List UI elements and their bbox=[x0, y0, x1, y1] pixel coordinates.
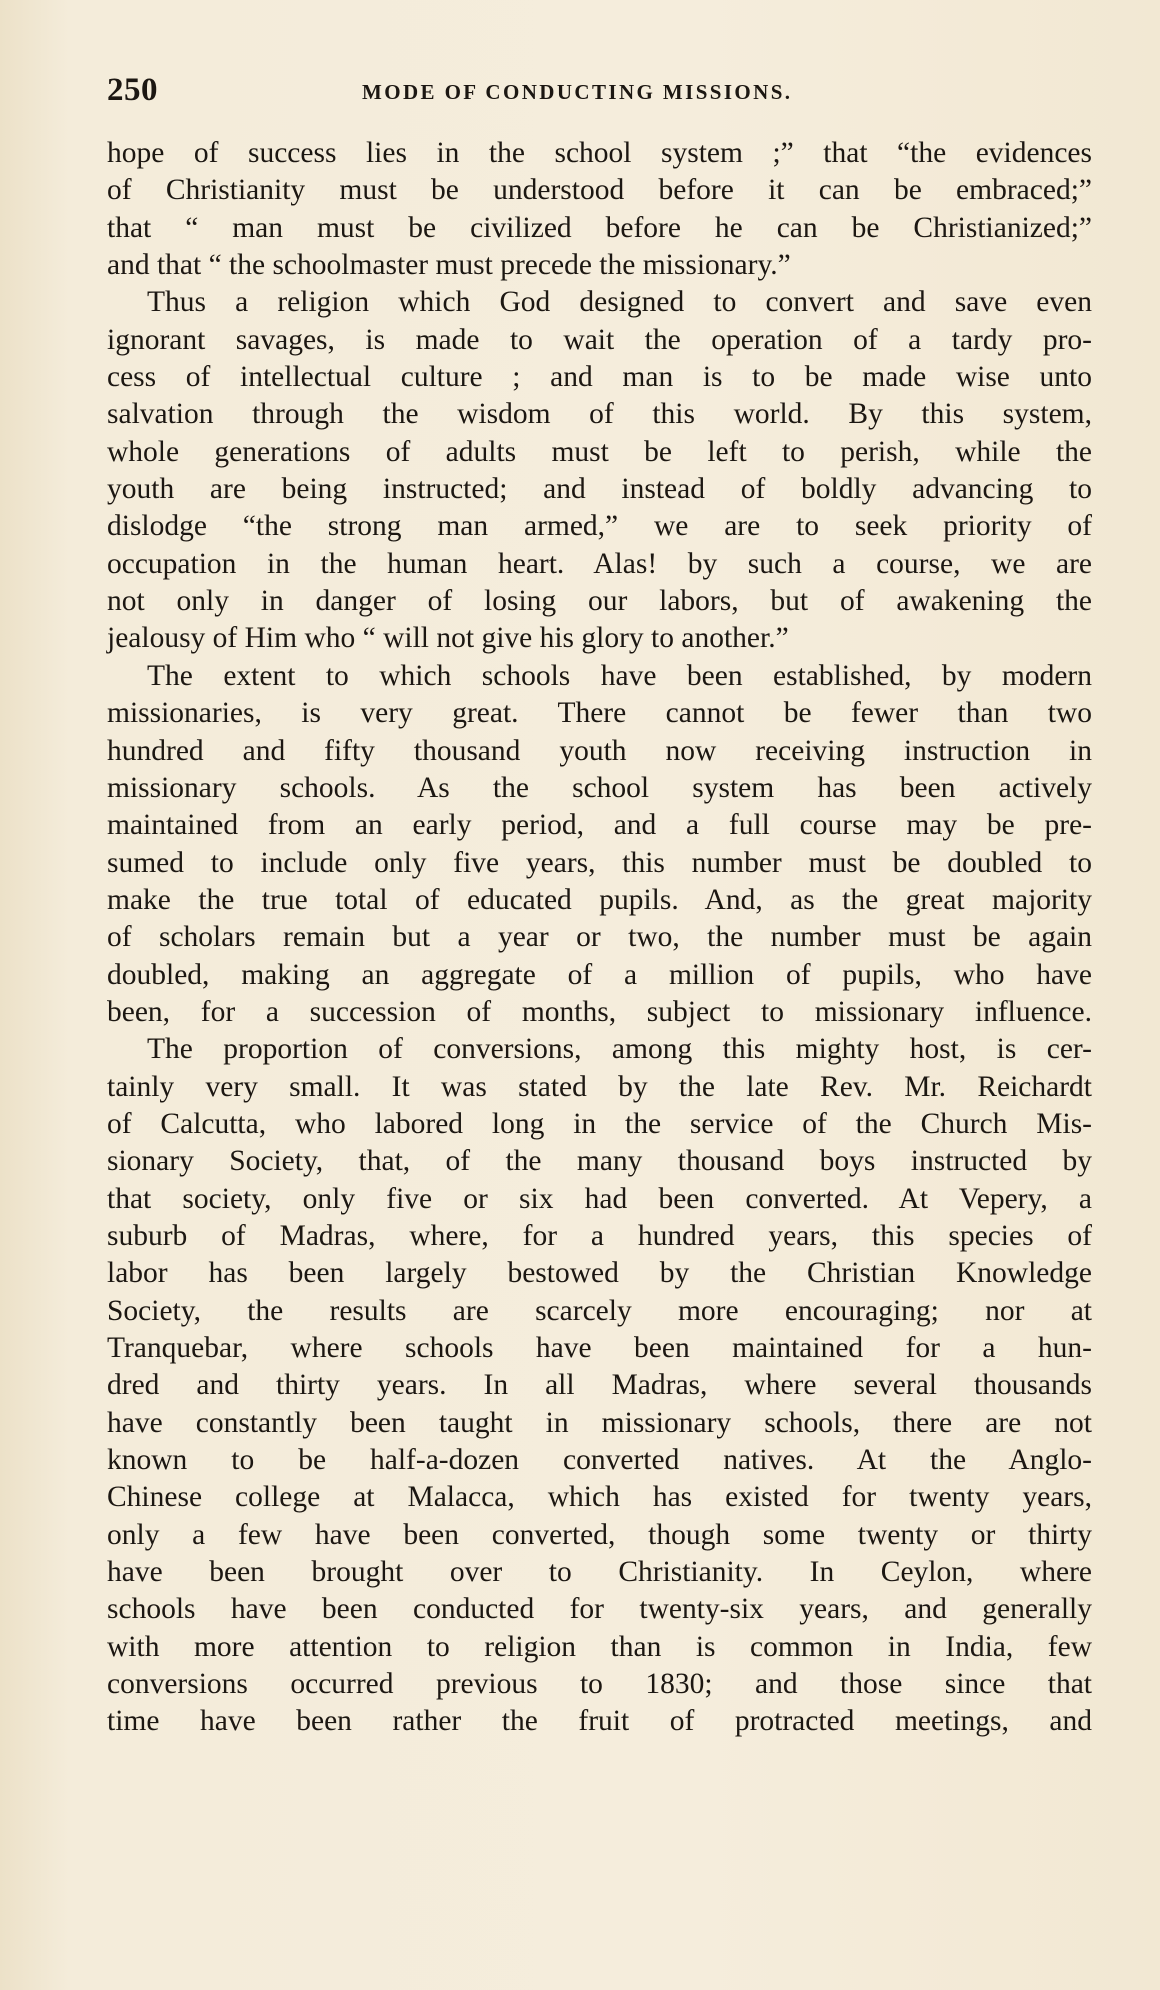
text-line: time have been rather the fruit of protracted meetings, and bbox=[107, 1705, 1092, 1738]
text-line: dislodge “the strong man armed,” we are to seek priority of bbox=[107, 510, 1092, 543]
text-line: Society, the results are scarcely more encouraging; nor at bbox=[107, 1294, 1092, 1327]
text-line: known to be half-a-dozen converted natives. At the Anglo- bbox=[107, 1444, 1092, 1477]
text-line: occupation in the human heart. Alas! by such a course, we are bbox=[107, 547, 1092, 580]
text-line: missionaries, is very great. There cannot be fewer than two bbox=[107, 697, 1092, 730]
text-line: been, for a succession of months, subject to missionary influence. bbox=[107, 995, 1092, 1028]
paragraph-start-line: The extent to which schools have been established, by modern bbox=[147, 659, 1092, 692]
text-line: conversions occurred previous to 1830; and those since that bbox=[107, 1668, 1092, 1701]
text-line: of scholars remain but a year or two, the number must be again bbox=[107, 921, 1092, 954]
text-line: of Christianity must be understood before it can be embraced;” bbox=[107, 174, 1092, 207]
text-line: suburb of Madras, where, for a hundred years, this species of bbox=[107, 1219, 1092, 1252]
text-line: and that “ the schoolmaster must precede the missionary.” bbox=[107, 249, 791, 282]
text-line: salvation through the wisdom of this world. By this system, bbox=[107, 398, 1092, 431]
text-line: with more attention to religion than is common in India, few bbox=[107, 1630, 1092, 1663]
text-line: labor has been largely bestowed by the Christian Knowledge bbox=[107, 1257, 1092, 1290]
text-line: Chinese college at Malacca, which has existed for twenty years, bbox=[107, 1481, 1092, 1514]
text-line: jealousy of Him who “ will not give his glory to another.” bbox=[107, 622, 789, 655]
text-line: whole generations of adults must be left to perish, while the bbox=[107, 435, 1092, 468]
text-line: hundred and fifty thousand youth now receiving instruction in bbox=[107, 734, 1092, 767]
text-line: only a few have been converted, though some twenty or thirty bbox=[107, 1518, 1092, 1551]
running-head: MODE OF CONDUCTING MISSIONS. bbox=[362, 80, 793, 104]
text-line: sionary Society, that, of the many thousand boys instructed by bbox=[107, 1145, 1092, 1178]
text-line: Tranquebar, where schools have been maintained for a hun- bbox=[107, 1332, 1092, 1364]
text-line: youth are being instructed; and instead of boldly advancing to bbox=[107, 473, 1092, 506]
text-line: cess of intellectual culture ; and man is to be made wise unto bbox=[107, 361, 1092, 394]
page-header bbox=[107, 72, 1097, 112]
text-line: dred and thirty years. In all Madras, where several thousands bbox=[107, 1369, 1092, 1402]
text-line: schools have been conducted for twenty-six years, and generally bbox=[107, 1593, 1092, 1626]
text-line: doubled, making an aggregate of a million of pupils, who have bbox=[107, 958, 1092, 991]
text-line: ignorant savages, is made to wait the operation of a tardy pro- bbox=[107, 323, 1092, 356]
text-line: that “ man must be civilized before he can be Christianized;” bbox=[107, 211, 1092, 244]
text-line: of Calcutta, who labored long in the service of the Church Mis- bbox=[107, 1107, 1092, 1140]
text-line: not only in danger of losing our labors, but of awakening the bbox=[107, 585, 1092, 618]
text-line: tainly very small. It was stated by the late Rev. Mr. Reichardt bbox=[107, 1070, 1092, 1103]
page-number: 250 bbox=[107, 72, 158, 108]
text-line: maintained from an early period, and a full course may be pre- bbox=[107, 809, 1092, 842]
text-line: missionary schools. As the school system has been actively bbox=[107, 771, 1092, 804]
text-line: have constantly been taught in missionary schools, there are not bbox=[107, 1406, 1092, 1439]
body-text bbox=[107, 135, 1092, 1741]
text-line: have been brought over to Christianity. In Ceylon, where bbox=[107, 1556, 1092, 1589]
text-line: make the true total of educated pupils. And, as the great majority bbox=[107, 883, 1092, 916]
text-line: that society, only five or six had been converted. At Vepery, a bbox=[107, 1182, 1092, 1215]
text-line: sumed to include only five years, this number must be doubled to bbox=[107, 846, 1092, 879]
text-line: hope of success lies in the school system ;” that “the evidences bbox=[107, 137, 1092, 169]
paragraph-start-line: The proportion of conversions, among this mighty host, is cer- bbox=[147, 1033, 1092, 1066]
paragraph-start-line: Thus a religion which God designed to convert and save even bbox=[147, 286, 1092, 319]
